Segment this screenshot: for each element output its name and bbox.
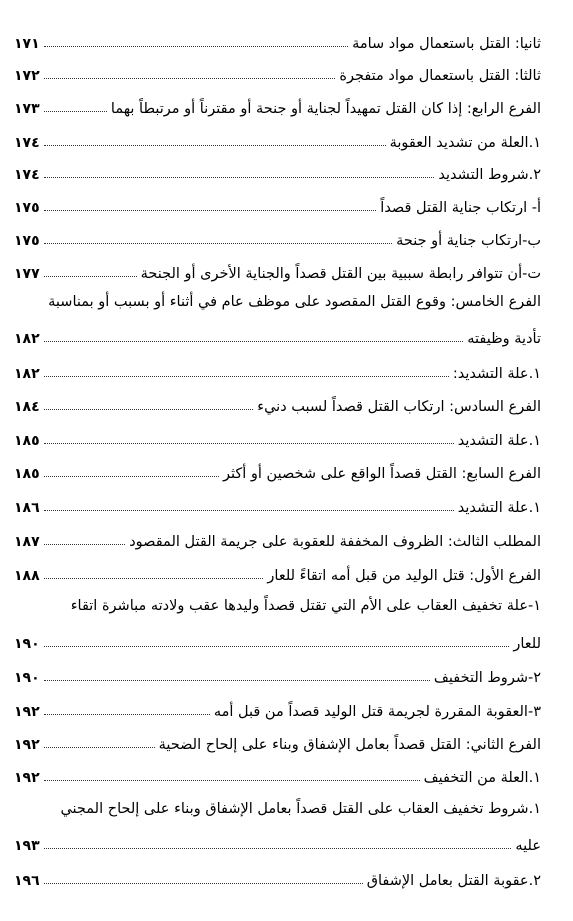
toc-entry-title: ثانيا: القتل باستعمال مواد سامة: [352, 36, 541, 52]
toc-entry-page: ١٩٢: [14, 704, 40, 720]
toc-entry-page: ١٧٥: [14, 200, 40, 216]
toc-entry[interactable]: [14, 163, 541, 183]
toc-entry-title: الفرع الثاني: القتل قصداً بعامل الإشفاق وبناء على إلحاح الضحية: [158, 737, 541, 753]
toc-entry-title: للعار: [513, 636, 541, 652]
dot-leader: [44, 145, 386, 146]
toc-entry[interactable]: [14, 700, 541, 720]
toc-entry[interactable]: [14, 801, 541, 821]
dot-leader: [44, 177, 435, 178]
toc-entry-page: ١٩٢: [14, 737, 40, 753]
dot-leader: [44, 646, 510, 647]
toc-entry-title: ٢.عقوبة القتل بعامل الإشفاق: [366, 873, 541, 889]
toc-entry-page: ١٧٧: [14, 266, 40, 282]
toc-entry[interactable]: [14, 32, 541, 52]
toc-entry-page: ١٨٤: [14, 399, 40, 415]
dot-leader: [44, 111, 107, 112]
toc-entry-title: الفرع الأول: قتل الوليد من قبل أمه اتقاءً للعار: [267, 568, 541, 584]
toc-entry[interactable]: [14, 733, 541, 753]
dot-leader: [44, 747, 155, 748]
toc-entry-title: ١.شروط تخفيف العقاب على القتل قصداً بعامل الإشفاق وبناء على إلحاح المجني: [60, 801, 541, 817]
toc-entry-page: ١٩٠: [14, 670, 40, 686]
toc-entry-title: ٢.شروط التشديد: [438, 167, 541, 183]
toc-entry[interactable]: [14, 766, 541, 786]
dot-leader: [44, 46, 348, 47]
toc-entry-title: أ- ارتكاب جناية القتل قصداً: [380, 200, 541, 216]
dot-leader: [44, 210, 377, 211]
toc-entry[interactable]: [14, 530, 541, 550]
dot-leader: [44, 476, 219, 477]
toc-entry-page: ١٨٨: [14, 568, 40, 584]
toc-entry-title: الفرع الخامس: وقوع القتل المقصود على موظف عام في أثناء أو بسبب أو بمناسبة: [48, 294, 541, 310]
toc-entry-page: ١٩٣: [14, 838, 40, 854]
dot-leader: [44, 714, 210, 715]
dot-leader: [44, 409, 254, 410]
toc-entry-title: الفرع السادس: ارتكاب القتل قصداً لسبب دنيء: [257, 399, 541, 415]
toc-entry-title: ت-أن تتوافر رابطة سببية بين القتل قصداً والجناية الأخرى أو الجنحة: [140, 266, 541, 282]
toc-entry[interactable]: [14, 196, 541, 216]
toc-entry-title: ١.علة التشديد: [457, 433, 541, 449]
toc-entry[interactable]: [14, 395, 541, 415]
toc-entry-page: ١٧٤: [14, 167, 40, 183]
toc-entry-title: ٣-العقوبة المقررة لجريمة قتل الوليد قصداً من قبل أمه: [213, 704, 541, 720]
toc-entry[interactable]: [14, 362, 541, 382]
toc-entry-page: ١٧١: [14, 36, 40, 52]
toc-entry-title: تأدية وظيفته: [467, 331, 541, 347]
toc-entry-page: ١٩٠: [14, 636, 40, 652]
toc-entry[interactable]: [14, 229, 541, 249]
toc-entry-title: ١.العلة من التخفيف: [423, 770, 541, 786]
dot-leader: [44, 680, 430, 681]
toc-entry[interactable]: [14, 666, 541, 686]
toc-entry-page: ١٩٦: [14, 873, 40, 889]
toc-entry[interactable]: [14, 64, 541, 84]
toc-entry[interactable]: [14, 429, 541, 449]
toc-entry-page: ١٨٧: [14, 534, 40, 550]
toc-entry[interactable]: [14, 462, 541, 482]
toc-entry[interactable]: [14, 294, 541, 314]
toc-entry-title: ثالثا: القتل باستعمال مواد متفجرة: [339, 68, 541, 84]
dot-leader: [44, 848, 512, 849]
toc-entry-title: ١.علة التشديد:: [452, 366, 541, 382]
toc-entry-page: ١٨٥: [14, 433, 40, 449]
dot-leader: [44, 243, 392, 244]
dot-leader: [44, 341, 464, 342]
toc-entry-page: ١٧٤: [14, 135, 40, 151]
dot-leader: [44, 510, 454, 511]
toc-entry-page: ١٨٦: [14, 500, 40, 516]
toc-entry-continuation[interactable]: [14, 327, 541, 347]
toc-entry-page: ١٧٢: [14, 68, 40, 84]
dot-leader: [44, 376, 449, 377]
toc-entry-page: ١٧٥: [14, 233, 40, 249]
toc-entry-page: ١٨٥: [14, 466, 40, 482]
toc-entry[interactable]: [14, 97, 541, 117]
toc-entry-page: ١٨٢: [14, 366, 40, 382]
dot-leader: [44, 276, 137, 277]
toc-entry-title: المطلب الثالث: الظروف المخففة للعقوبة على جريمة القتل المقصود: [129, 534, 541, 550]
toc-entry-title: الفرع الرابع: إذا كان القتل تمهيداً لجناية أو جنحة أو مقترناً أو مرتبطاً بهما: [110, 101, 541, 117]
toc-entry[interactable]: [14, 496, 541, 516]
dot-leader: [44, 443, 454, 444]
toc-entry-page: ١٧٣: [14, 101, 40, 117]
toc-entry[interactable]: [14, 131, 541, 151]
toc-entry-title: ٢-شروط التخفيف: [433, 670, 541, 686]
dot-leader: [44, 78, 336, 79]
toc-entry-page: ١٩٢: [14, 770, 40, 786]
toc-entry-page: ١٨٢: [14, 331, 40, 347]
toc-entry-title: ١.العلة من تشديد العقوبة: [389, 135, 541, 151]
toc-entry-continuation[interactable]: [14, 632, 541, 652]
toc-entry[interactable]: [14, 598, 541, 618]
dot-leader: [44, 544, 126, 545]
dot-leader: [44, 780, 420, 781]
toc-entry-title: ب-ارتكاب جناية أو جنحة: [396, 233, 541, 249]
toc-entry-continuation[interactable]: [14, 834, 541, 854]
dot-leader: [44, 578, 264, 579]
toc-entry[interactable]: [14, 564, 541, 584]
toc-entry[interactable]: [14, 262, 541, 282]
toc-entry[interactable]: [14, 869, 541, 889]
toc-entry-title: عليه: [515, 838, 541, 854]
toc-entry-title: الفرع السابع: القتل قصداً الواقع على شخصين أو أكثر: [222, 466, 541, 482]
toc-entry-title: ١.علة التشديد: [457, 500, 541, 516]
dot-leader: [44, 883, 363, 884]
toc-entry-title: ١-علة تخفيف العقاب على الأم التي تقتل قصداً وليدها عقب ولادته مباشرة اتقاء: [70, 598, 541, 614]
